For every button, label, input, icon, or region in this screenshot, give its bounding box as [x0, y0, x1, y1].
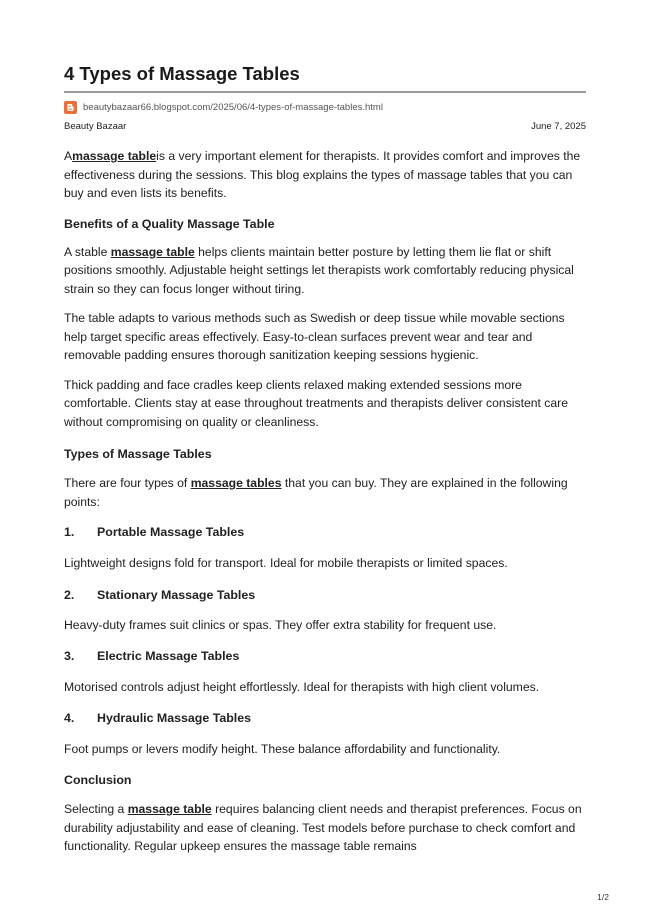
list-title: Portable Massage Tables	[97, 525, 245, 539]
list-number: 2.	[64, 587, 75, 602]
title-divider	[64, 91, 586, 93]
list-number: 1.	[64, 525, 75, 539]
list-item-heading	[64, 586, 586, 604]
benefits-p1-post: helps clients maintain better posture by letting them lie flat or shift positions smoothly. Adjustable height settings let therapists work comfortably reducing physical strain so they can focus longer without tiring.	[64, 244, 574, 296]
benefits-paragraph-3: Thick padding and face cradles keep clients relaxed making extended sessions more comfortable. Clients stay at ease throughout treatments and therapists deliver consistent care without compromising on quality or cleanliness.	[64, 377, 569, 429]
publish-date: June 7, 2025	[531, 121, 586, 132]
article	[64, 62, 586, 856]
types-intro-post: that you can buy. They are explained in the following points:	[64, 476, 568, 509]
list-item-description: Motorised controls adjust height effortlessly. Ideal for therapists with high client volumes.	[64, 680, 540, 694]
source-row	[64, 99, 586, 115]
massage-table-link[interactable]: massage table	[72, 149, 157, 163]
massage-table-link[interactable]: massage table	[127, 802, 212, 816]
conclusion-paragraph	[64, 800, 586, 856]
list-item-heading	[64, 523, 586, 541]
benefits-paragraph-2: The table adapts to various methods such as Swedish or deep tissue while movable sections help target specific areas effectively. Easy-to-clean surfaces prevent wear and tear and removable padding ensures thorough sanitization keeping sessions hygienic.	[64, 311, 565, 362]
intro-text: is a very important element for therapists. It provides comfort and improves the effectiveness during the sessions. This blog explains the types of massage tables that you can buy and even lists its benefits.	[64, 149, 581, 200]
list-item-description: Lightweight designs fold for transport. Ideal for mobile therapists or limited spaces.	[64, 556, 508, 570]
list-title: Hydraulic Massage Tables	[97, 710, 252, 725]
intro-paragraph	[64, 147, 586, 203]
list-item-heading	[64, 709, 586, 727]
conclusion-heading: Conclusion	[64, 773, 132, 787]
conclusion-post: requires balancing client needs and therapist preferences. Focus on durability adjustability and ease of cleaning. Test models before purchase to check comfort and functionality. Regular upkeep ensures the massage table remains	[64, 802, 582, 853]
list-title: Stationary Massage Tables	[97, 587, 256, 602]
list-number: 3.	[64, 649, 75, 663]
list-item-description: Foot pumps or levers modify height. These balance affordability and functionality.	[64, 741, 501, 756]
list-item-heading	[64, 647, 586, 665]
list-item-description: Heavy-duty frames suit clinics or spas. They offer extra stability for frequent use.	[64, 617, 497, 632]
meta-row	[64, 121, 586, 133]
list-title: Electric Massage Tables	[97, 649, 240, 663]
massage-table-link[interactable]: massage table	[110, 244, 195, 259]
page-title: 4 Types of Massage Tables	[64, 63, 300, 84]
benefits-heading: Benefits of a Quality Massage Table	[64, 216, 275, 231]
intro-lead: A	[64, 149, 73, 163]
list-number: 4.	[64, 710, 75, 725]
source-url[interactable]: beautybazaar66.blogspot.com/2025/06/4-types-of-massage-tables.html	[83, 101, 383, 113]
benefits-p1-pre: A stable	[64, 244, 111, 259]
blogger-icon	[64, 101, 77, 114]
types-intro-paragraph	[64, 474, 586, 511]
conclusion-pre: Selecting a	[64, 802, 128, 816]
types-intro-pre: There are four types of	[64, 476, 191, 490]
author: Beauty Bazaar	[64, 121, 127, 132]
benefits-paragraph-1	[64, 243, 586, 299]
massage-tables-link[interactable]: massage tables	[190, 476, 282, 490]
page-number: 1/2	[597, 892, 609, 902]
types-heading: Types of Massage Tables	[64, 447, 212, 461]
